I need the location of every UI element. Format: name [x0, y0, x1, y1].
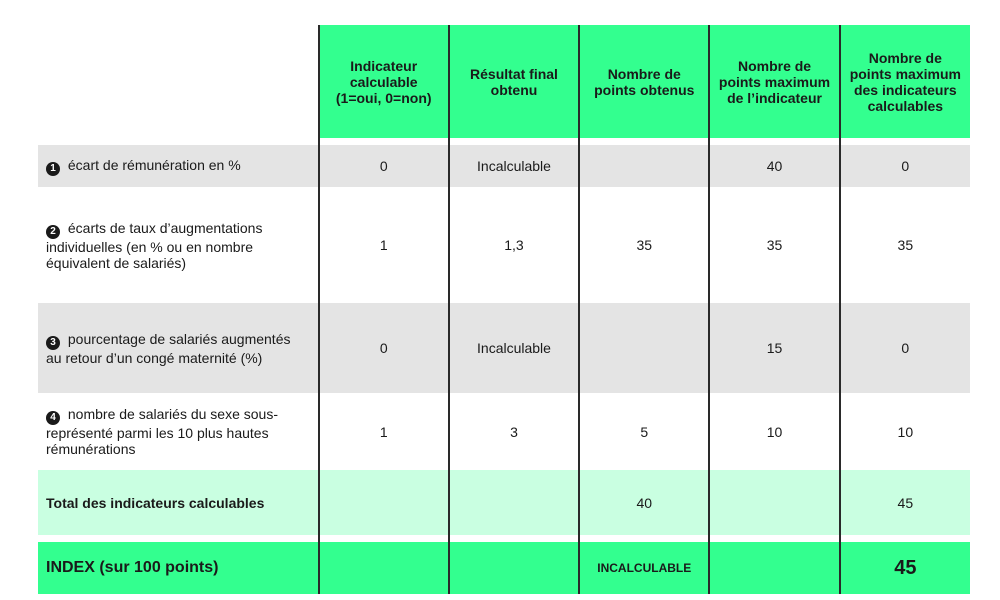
total-label: Total des indicateurs calculables: [38, 470, 319, 535]
row-label-text: écart de rémunération en %: [67, 156, 241, 173]
total-max-calc: 45: [840, 470, 970, 535]
cell-max: 35: [709, 187, 839, 303]
header-row: [38, 25, 970, 138]
cell-points: [579, 303, 709, 393]
cell-result: 3: [449, 393, 579, 470]
table-row: [38, 393, 970, 470]
cell-max-calc: 10: [840, 393, 970, 470]
header-points: Nombre de points obtenus: [579, 25, 709, 138]
cell-result: [449, 542, 579, 594]
header-calculable: Indicateur calculable (1=oui, 0=non): [319, 25, 449, 138]
cell-calc: [319, 542, 449, 594]
number-badge: 1: [46, 162, 60, 176]
cell-calc: 1: [319, 393, 449, 470]
cell-max-calc: 35: [840, 187, 970, 303]
header-result: Résultat final obtenu: [449, 25, 579, 138]
cell-max: [709, 470, 839, 535]
index-points: INCALCULABLE: [579, 542, 709, 594]
number-badge: 2: [46, 225, 60, 239]
row-label-text: pourcentage de salariés augmentés au retour d’un congé maternité (%): [46, 330, 291, 366]
cell-max: 10: [709, 393, 839, 470]
index-row: [38, 542, 970, 594]
cell-result: Incalculable: [449, 303, 579, 393]
cell-calc: 1: [319, 187, 449, 303]
row-label-text: écarts de taux d’augmentations individuelles (en % ou en nombre équivalent de salariés): [46, 219, 263, 271]
number-badge: 3: [46, 336, 60, 350]
table-row: [38, 145, 970, 187]
row-label-text: nombre de salariés du sexe sous-représenté parmi les 10 plus hautes rémunérations: [46, 406, 278, 457]
total-points: 40: [579, 470, 709, 535]
row-label: [38, 303, 319, 393]
total-row: [38, 470, 970, 535]
cell-points: 35: [579, 187, 709, 303]
row-label: [38, 393, 319, 470]
cell-max-calc: 0: [840, 303, 970, 393]
index-table: [38, 25, 970, 594]
cell-max-calc: 0: [840, 145, 970, 187]
cell-max: 40: [709, 145, 839, 187]
index-label: INDEX (sur 100 points): [38, 542, 319, 594]
cell-result: [449, 470, 579, 535]
table-row: [38, 303, 970, 393]
cell-result: 1,3: [449, 187, 579, 303]
header-max-points: Nombre de points maximum de l’indicateur: [709, 25, 839, 138]
cell-max: [709, 542, 839, 594]
index-score: 45: [840, 542, 970, 594]
header-blank: [38, 25, 319, 138]
cell-points: 5: [579, 393, 709, 470]
cell-calc: [319, 470, 449, 535]
table-row: [38, 187, 970, 303]
cell-result: Incalculable: [449, 145, 579, 187]
number-badge: 4: [46, 411, 60, 425]
cell-points: [579, 145, 709, 187]
header-max-calculable: Nombre de points maximum des indicateurs calculables: [840, 25, 970, 138]
cell-max: 15: [709, 303, 839, 393]
cell-calc: 0: [319, 145, 449, 187]
row-label: [38, 145, 319, 187]
cell-calc: 0: [319, 303, 449, 393]
row-label: [38, 187, 319, 303]
